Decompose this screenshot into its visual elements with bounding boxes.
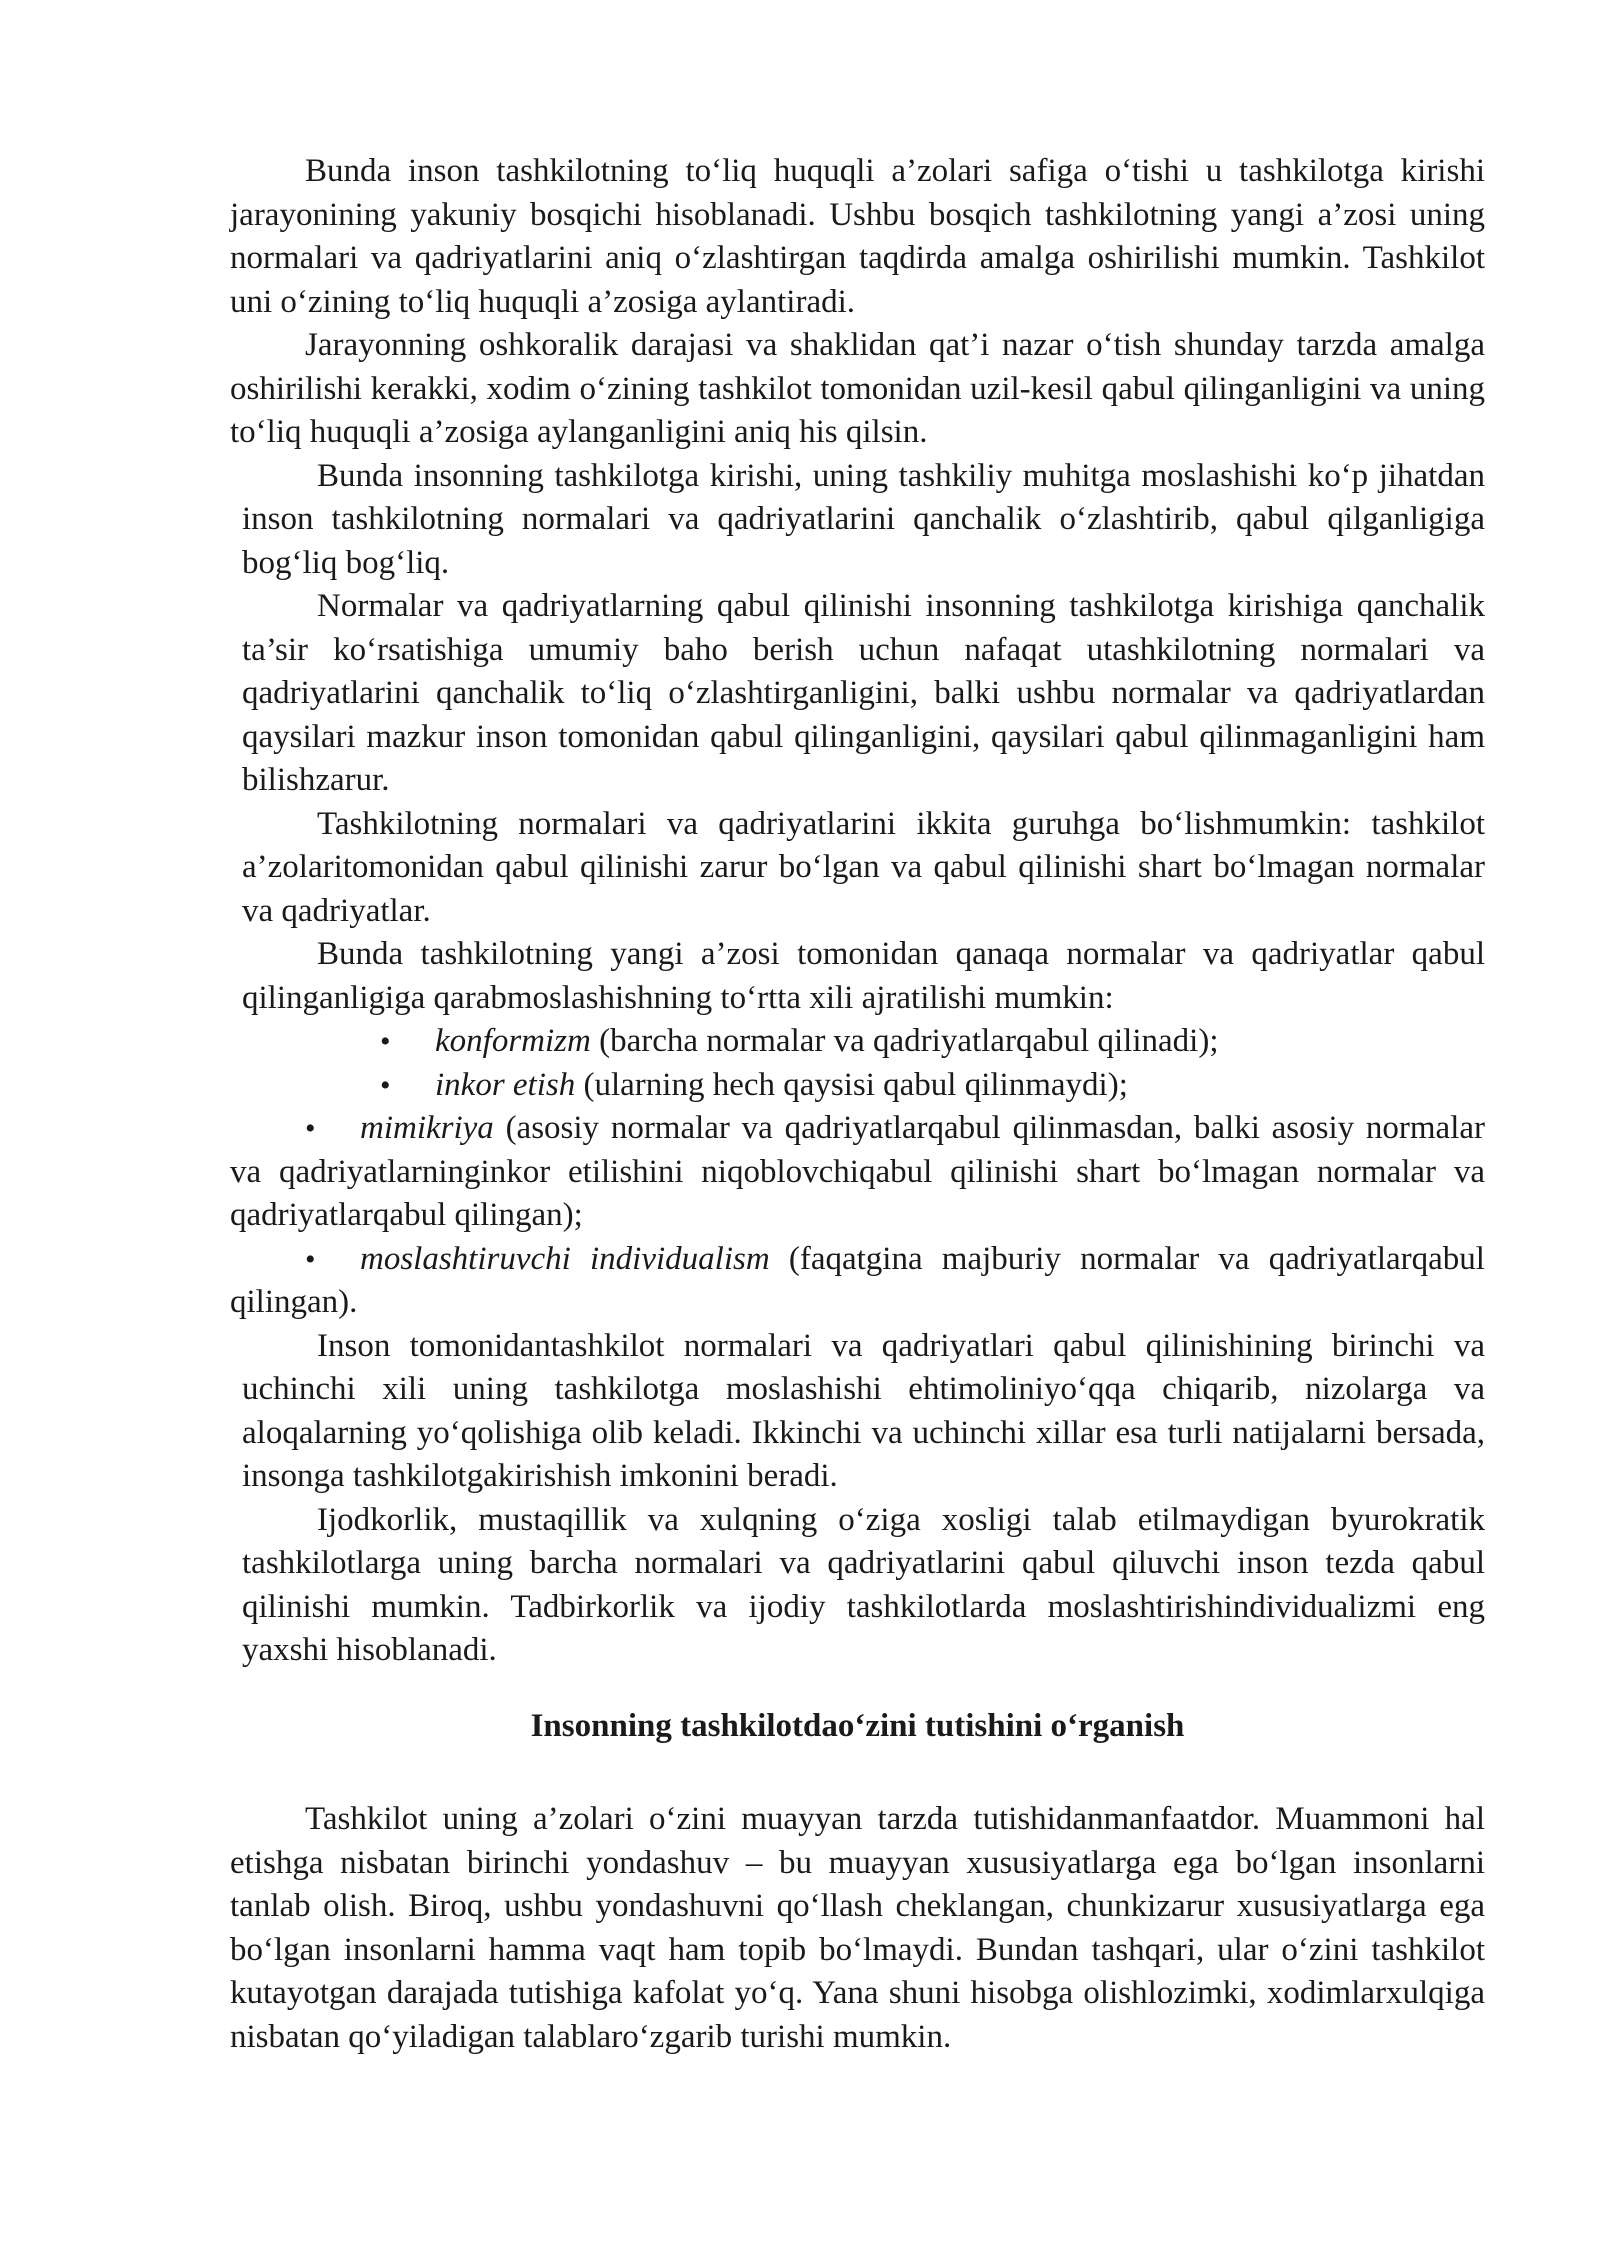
bullet-icon: • bbox=[305, 1112, 316, 1145]
bullet-icon: • bbox=[380, 1025, 391, 1058]
bullet-text: (barcha normalar va qadriyatlarqabul qilinadi); bbox=[590, 1023, 1219, 1059]
body-text bbox=[230, 150, 1485, 1673]
bullet-text: (faqatgina majburiy normalar va qadriyatlarqabul qilingan). bbox=[230, 1240, 1485, 1320]
bullet-icon: • bbox=[305, 1242, 316, 1276]
final-section bbox=[230, 1798, 1485, 2059]
final-paragraph: Tashkilot uning a’zolari o‘zini muayyan tarzda tutishidanmanfaatdor. Muammoni hal etishga nisbatan birinchi yondashuv – bu muayyan xususiyatlarga ega bo‘lgan insonlarni tanlab olish. Biroq, ushbu yondashuvni qo‘llash cheklangan, chunkizarur xususiyatlarga ega bo‘lgan insonlarni hamma vaqt ham topib bo‘lmaydi. Bundan tashqari, ular o‘zini tashkilot kutayotgan darajada tutishiga kafolat yo‘q. Yana shuni hisobga olishlozimki, xodimlarxulqiga nisbatan qo‘yiladigan talablaro‘zgarib turishi mumkin. bbox=[230, 1801, 1485, 2055]
bullet-text: (ularning hech qaysisi qabul qilinmaydi); bbox=[575, 1066, 1128, 1103]
section-heading: Insonning tashkilotdao‘zini tutishini o‘rganish bbox=[530, 1708, 1185, 1744]
bullet-term: inkor etish bbox=[435, 1066, 576, 1103]
bullet-item bbox=[230, 1238, 1485, 1325]
paragraph-2: Jarayonning oshkoralik darajasi va shaklidan qat’i nazar o‘tish shunday tarzda amalga oshirilishi kerakki, xodim o‘zining tashkilot tomonidan uzil-kesil qabul qilinganligini va uning to‘liq huquqli a’zosiga aylanganligini aniq his qilsin. bbox=[230, 327, 1485, 450]
paragraph-7: Inson tomonidantashkilot normalari va qadriyatlari qabul qilinishining birinchi va uchinchi xili uning tashkilotga moslashishi ehtimoliniyo‘qqa chiqarib, nizolarga va aloqalarning yo‘qolishiga olib keladi. Ikkinchi va uchinchi xillar esa turli natijalarni bersada, insonga tashkilotgakirishish imkonini beradi. bbox=[242, 1327, 1485, 1494]
paragraph-1: Bunda inson tashkilotning to‘liq huquqli a’zolari safiga o‘tishi u tashkilotga kirishi jarayonining yakuniy bosqichi hisoblanadi. Ushbu bosqich tashkilotning yangi a’zosi uning normalari va qadriyatlarini aniq o‘zlashtirgan taqdirda amalga oshirilishi mumkin. Tashkilot uni o‘zining to‘liq huquqli a’zosiga aylantiradi. bbox=[230, 153, 1485, 320]
paragraph-4: Normalar va qadriyatlarning qabul qilinishi insonning tashkilotga kirishiga qanchalik ta’sir ko‘rsatishiga umumiy baho berish uchun nafaqat utashkilotning normalari va qadriyatlarini qanchalik to‘liq o‘zlashtirganligini, balki ushbu normalar va qadriyatlardan qaysilari mazkur inson tomonidan qabul qilinganligini, qaysilari qabul qilinmaganligini ham bilishzarur. bbox=[242, 588, 1485, 798]
bullet-item bbox=[230, 1064, 1485, 1108]
bullet-item bbox=[230, 1020, 1485, 1064]
bullet-term: mimikriya bbox=[360, 1110, 494, 1146]
paragraph-3: Bunda insonning tashkilotga kirishi, uning tashkiliy muhitga moslashishi ko‘p jihatdan inson tashkilotning normalari va qadriyatlarini qanchalik o‘zlashtirib, qabul qilganligiga bog‘liq bog‘liq. bbox=[242, 457, 1485, 581]
bullet-icon: • bbox=[380, 1068, 391, 1102]
paragraph-8: Ijodkorlik, mustaqillik va xulqning o‘ziga xosligi talab etilmaydigan byurokratik tashkilotlarga uning barcha normalari va qadriyatlarini qabul qiluvchi inson tezda qabul qilinishi mumkin. Tadbirkorlik va ijodiy tashkilotlarda moslashtirishindividualizmi eng yaxshi hisoblanadi. bbox=[242, 1501, 1485, 1668]
bullet-term: konformizm bbox=[435, 1023, 591, 1059]
bullet-text: (asosiy normalar va qadriyatlarqabul qilinmasdan, balki asosiy normalar va qadriyatlarninginkor etilishini niqoblovchiqabul qilinishi shart bo‘lmagan normalar va qadriyatlarqabul qilingan); bbox=[230, 1110, 1485, 1233]
bullet-term: moslashtiruvchi individualism bbox=[360, 1240, 770, 1277]
paragraph-6: Bunda tashkilotning yangi a’zosi tomonidan qanaqa normalar va qadriyatlar qabul qilinganligiga qarabmoslashishning to‘rtta xili ajratilishi mumkin: bbox=[242, 936, 1485, 1016]
paragraph-5: Tashkilotning normalari va qadriyatlarini ikkita guruhga bo‘lishmumkin: tashkilot a’zolaritomonidan qabul qilinishi zarur bo‘lgan va qabul qilinishi shart bo‘lmagan normalar va qadriyatlar. bbox=[242, 805, 1485, 929]
bullet-item bbox=[230, 1107, 1485, 1238]
